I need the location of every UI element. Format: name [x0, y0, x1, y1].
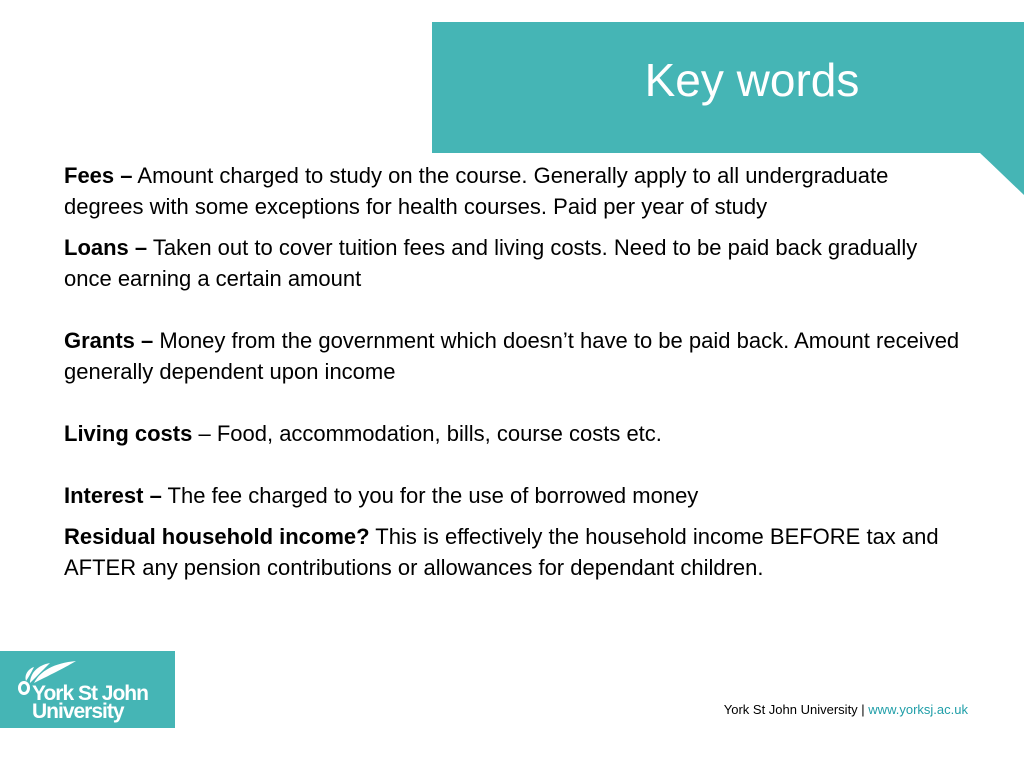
definitions-list: [64, 160, 964, 593]
definition-text: The fee charged to you for the use of borrowed money: [161, 483, 699, 508]
page-title: Key words: [644, 54, 860, 106]
term-label: Fees –: [64, 163, 133, 188]
footer-separator: |: [857, 702, 869, 717]
definition-text: Amount charged to study on the course. Generally apply to all undergraduate degrees with some exceptions for health courses. Paid per year of study: [64, 163, 889, 219]
footer: [724, 702, 968, 717]
definition-residual-income: [64, 521, 964, 583]
logo-text-line2: University: [32, 700, 124, 723]
definition-grants: [64, 325, 964, 387]
logo-text-line1: York St John: [32, 682, 148, 705]
definition-text: Taken out to cover tuition fees and living costs. Need to be paid back gradually once earning a certain amount: [64, 235, 918, 291]
term-label: Living costs: [64, 421, 193, 446]
definition-text: This is effectively the household income BEFORE tax and AFTER any pension contributions or allowances for dependant children.: [64, 524, 939, 580]
term-label: Loans –: [64, 235, 148, 260]
definition-loans: [64, 232, 964, 294]
title-banner: [432, 22, 1024, 153]
definition-interest: [64, 480, 964, 511]
logo-ring-icon: [18, 681, 30, 695]
definition-fees: [64, 160, 964, 222]
term-label: Grants –: [64, 328, 154, 353]
university-logo: [0, 651, 175, 728]
corner-fold-decoration: [980, 153, 1024, 195]
footer-org: York St John University: [723, 702, 858, 717]
term-label: Residual household income?: [64, 524, 370, 549]
term-label: Interest –: [64, 483, 162, 508]
definition-text: – Food, accommodation, bills, course costs etc.: [192, 421, 662, 446]
definition-text: Money from the government which doesn’t have to be paid back. Amount received generally dependent upon income: [64, 328, 960, 384]
leaf-logo-icon: [20, 657, 80, 685]
footer-website-link[interactable]: www.yorksj.ac.uk: [868, 702, 968, 717]
definition-living-costs: [64, 418, 964, 449]
